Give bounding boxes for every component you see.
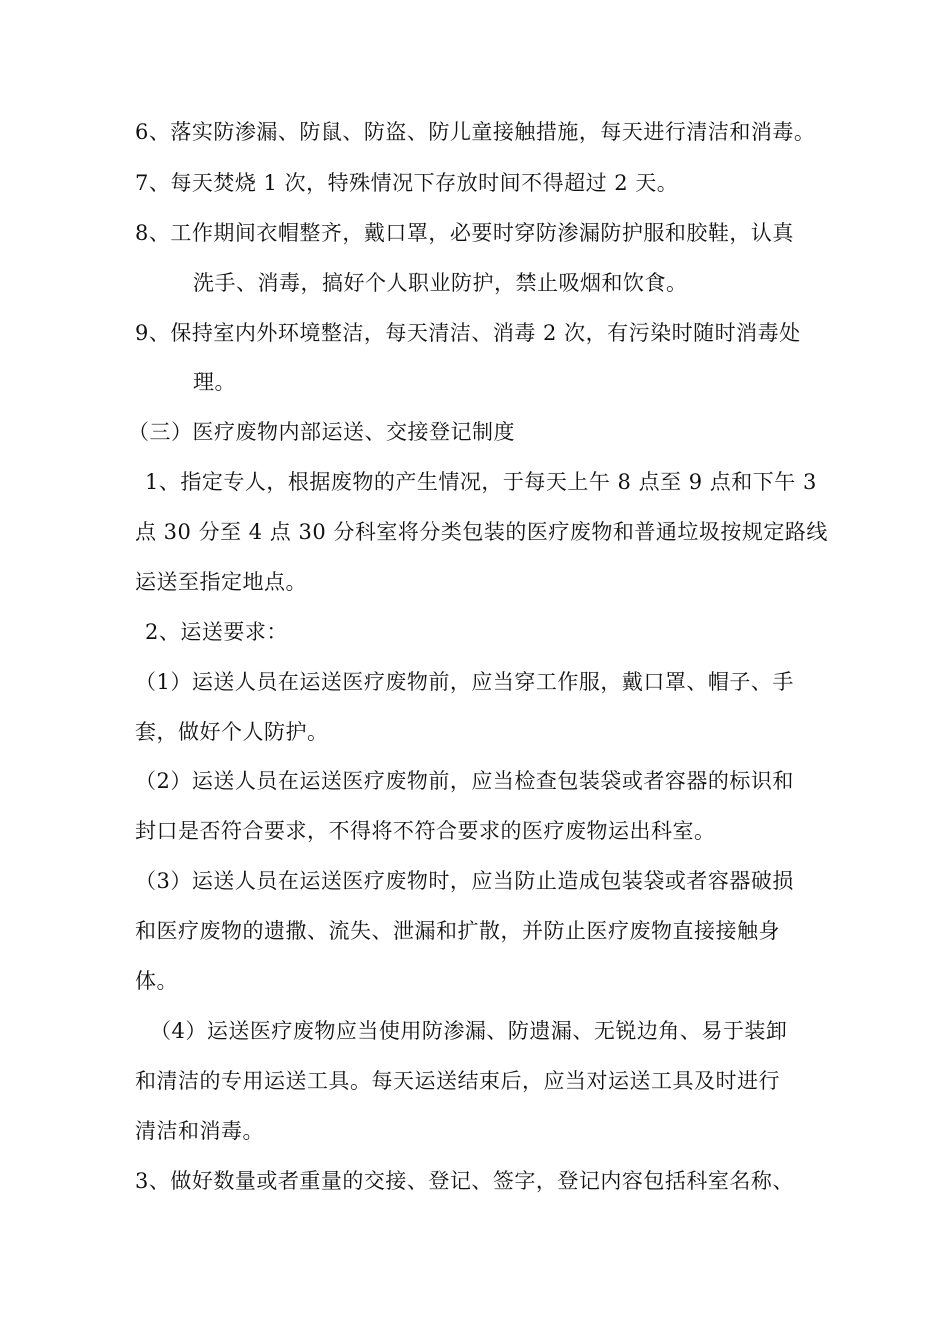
subitem-1-continuation: 套，做好个人防护。 — [135, 720, 329, 744]
item-1-continuation: 运送至指定地点。 — [135, 570, 307, 594]
subitem-3-continuation: 和医疗废物的遗撒、流失、泄漏和扩散，并防止医疗废物直接接触身 — [135, 919, 780, 943]
section-heading: （三）医疗废物内部运送、交接登记制度 — [128, 420, 515, 444]
rule-9-continuation: 理。 — [193, 370, 236, 394]
subitem-1-text: （1）运送人员在运送医疗废物前，应当穿工作服，戴口罩、帽子、手 — [135, 670, 794, 694]
rule-6-text: 6、落实防渗漏、防鼠、防盗、防儿童接触措施，每天进行清洁和消毒。 — [135, 120, 816, 144]
subitem-4-text: （4）运送医疗废物应当使用防渗漏、防遗漏、无锐边角、易于装卸 — [150, 1019, 788, 1043]
item-1-text: 1、指定专人，根据废物的产生情况，于每天上午 8 点至 9 点和下午 3 — [145, 470, 817, 494]
subitem-2-text: （2）运送人员在运送医疗废物前，应当检查包装袋或者容器的标识和 — [135, 769, 794, 793]
rule-7-text: 7、每天焚烧 1 次，特殊情况下存放时间不得超过 2 天。 — [135, 171, 679, 195]
rule-9-text: 9、保持室内外环境整洁，每天清洁、消毒 2 次，有污染时随时消毒处 — [135, 321, 801, 345]
subitem-3-text: （3）运送人员在运送医疗废物时，应当防止造成包装袋或者容器破损 — [135, 869, 794, 893]
item-2-heading: 2、运送要求： — [145, 620, 288, 644]
subitem-2-continuation: 封口是否符合要求，不得将不符合要求的医疗废物运出科室。 — [135, 819, 716, 843]
rule-8-text: 8、工作期间衣帽整齐，戴口罩，必要时穿防渗漏防护服和胶鞋，认真 — [135, 221, 794, 245]
subitem-4-continuation: 清洁和消毒。 — [135, 1119, 264, 1143]
subitem-3-continuation: 体。 — [135, 969, 178, 993]
item-3-text: 3、做好数量或者重量的交接、登记、签字，登记内容包括科室名称、 — [135, 1169, 794, 1193]
subitem-4-continuation: 和清洁的专用运送工具。每天运送结束后，应当对运送工具及时进行 — [135, 1069, 780, 1093]
rule-8-continuation: 洗手、消毒，搞好个人职业防护，禁止吸烟和饮食。 — [193, 271, 688, 295]
item-1-continuation: 点 30 分至 4 点 30 分科室将分类包装的医疗废物和普通垃圾按规定路线 — [135, 520, 828, 544]
